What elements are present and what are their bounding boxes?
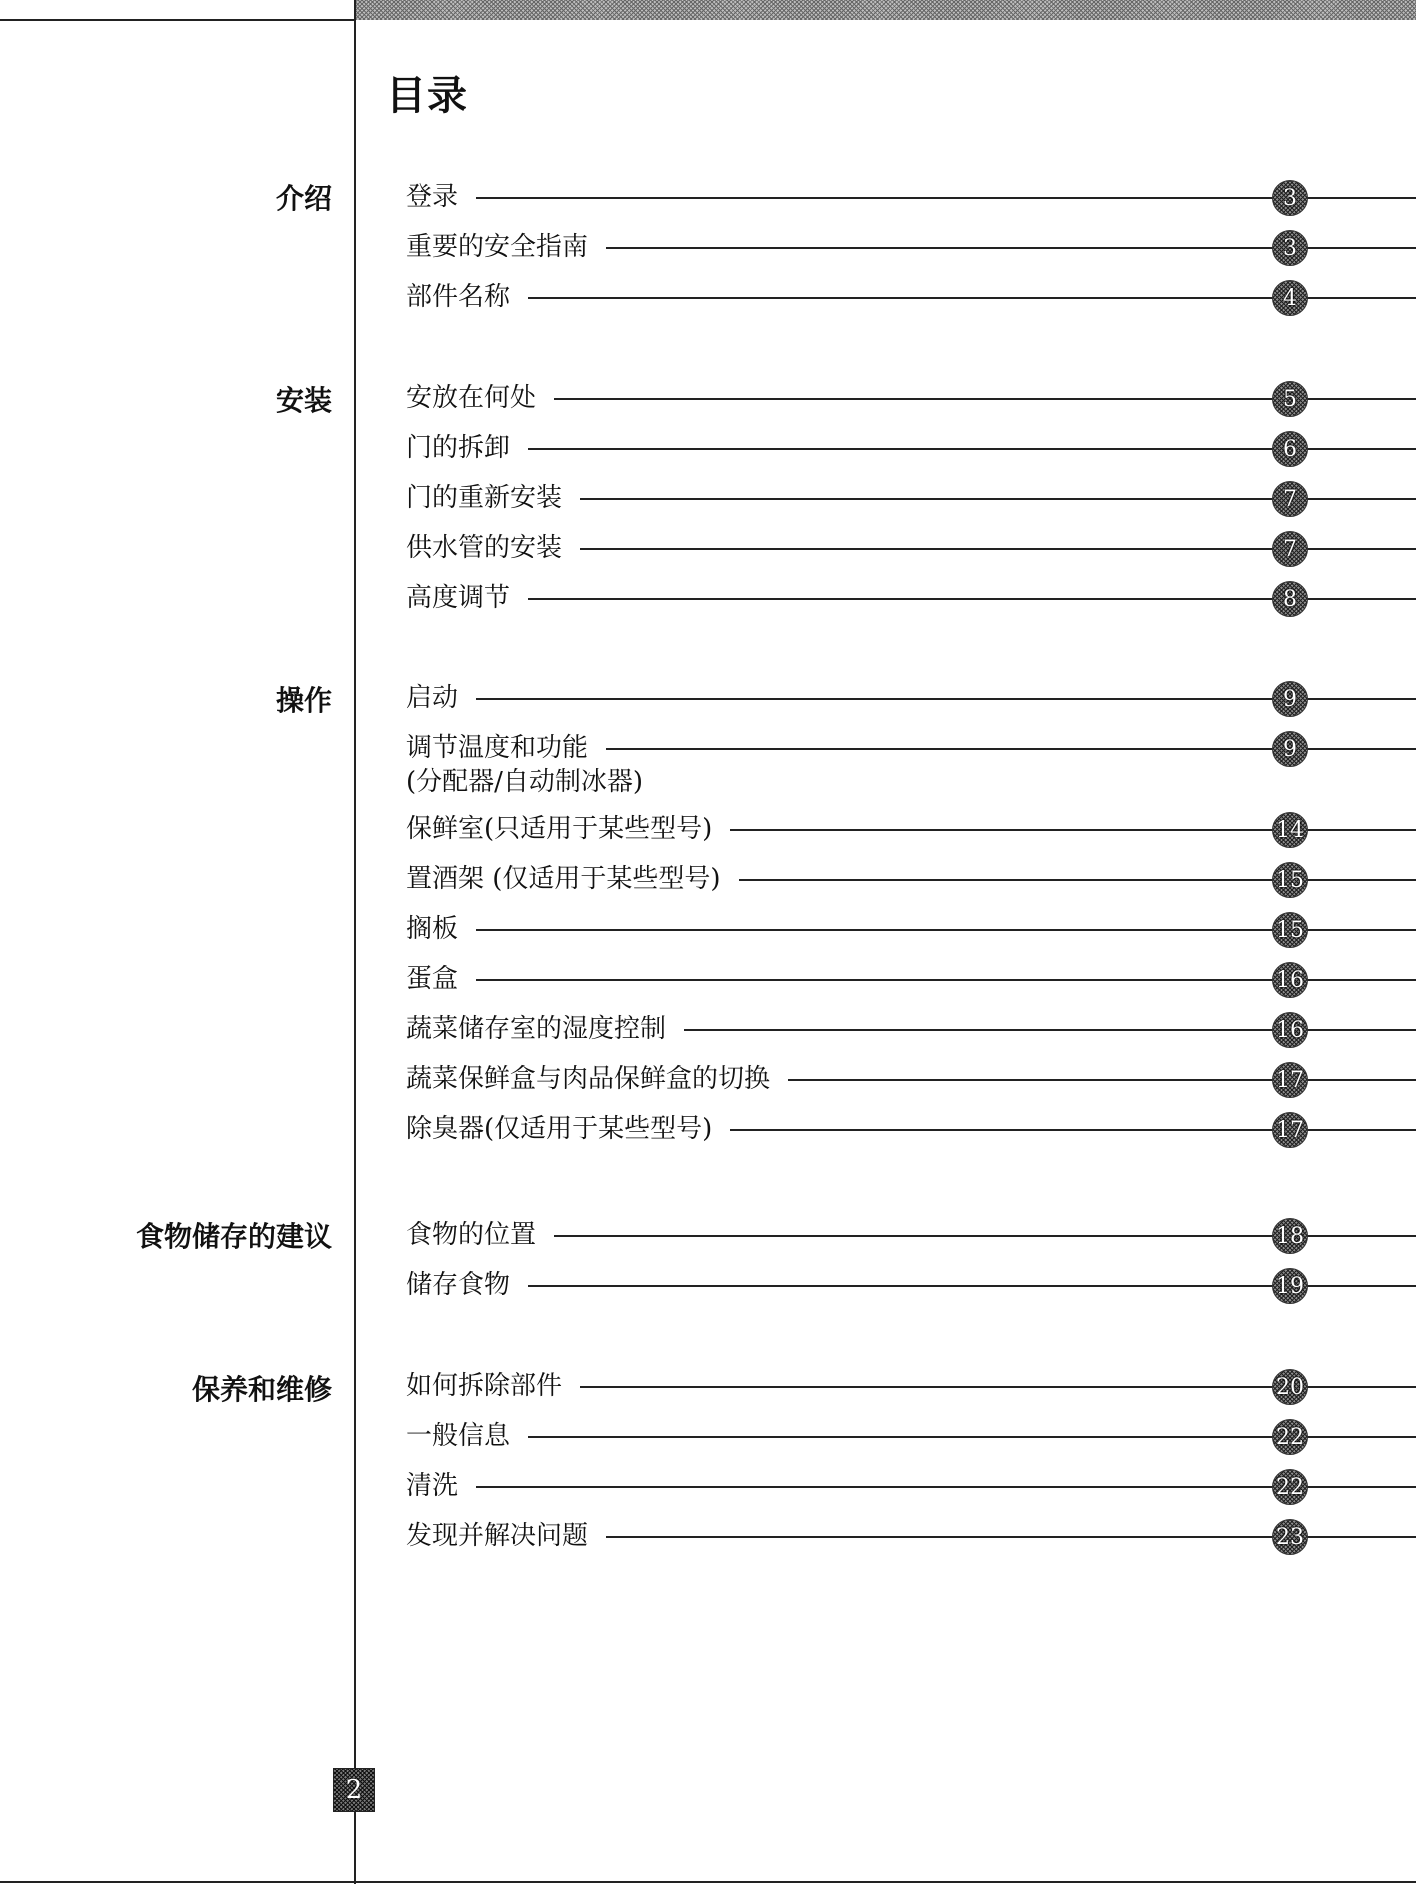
leader-line bbox=[446, 1235, 1416, 1237]
toc-entry-title: 门的重新安装 bbox=[406, 481, 580, 515]
leader-line bbox=[446, 1436, 1416, 1438]
toc-entry-title: 供水管的安装 bbox=[406, 531, 580, 565]
toc-entry[interactable] bbox=[406, 731, 1416, 797]
leader-line bbox=[446, 297, 1416, 299]
page-number-badge: 17 bbox=[1272, 1112, 1308, 1148]
toc-entry-title: 蛋盒 bbox=[406, 962, 476, 996]
toc-entry-title: 搁板 bbox=[406, 912, 476, 946]
section-label-installation: 安装 bbox=[275, 384, 332, 417]
toc-entry-title: 一般信息 bbox=[406, 1419, 528, 1453]
section-label-introduction: 介绍 bbox=[275, 182, 332, 215]
leader-line bbox=[446, 698, 1416, 700]
toc-entry[interactable] bbox=[406, 1012, 1416, 1046]
toc-entry[interactable] bbox=[406, 1469, 1416, 1503]
page-number-badge: 7 bbox=[1272, 531, 1308, 567]
page-number-badge: 9 bbox=[1272, 681, 1308, 717]
leader-line bbox=[446, 398, 1416, 400]
leader-line bbox=[446, 548, 1416, 550]
page-number-badge: 22 bbox=[1272, 1469, 1308, 1505]
toc-entry-title: 蔬菜保鲜盒与肉品保鲜盒的切换 bbox=[406, 1062, 788, 1096]
toc-entry-title: 高度调节 bbox=[406, 581, 528, 615]
top-pattern-band bbox=[356, 0, 1416, 20]
toc-entry[interactable] bbox=[406, 1268, 1416, 1302]
toc-entry[interactable] bbox=[406, 230, 1416, 264]
toc-entry-title: 食物的位置 bbox=[406, 1218, 554, 1252]
toc-entry[interactable] bbox=[406, 431, 1416, 465]
page-number-badge: 7 bbox=[1272, 481, 1308, 517]
toc-entry[interactable] bbox=[406, 1519, 1416, 1553]
toc-entry[interactable] bbox=[406, 912, 1416, 946]
toc-entry-title: 发现并解决问题 bbox=[406, 1519, 606, 1553]
toc-entry[interactable] bbox=[406, 1218, 1416, 1252]
toc-entry[interactable] bbox=[406, 481, 1416, 515]
leader-line bbox=[446, 448, 1416, 450]
toc-entry-title: 蔬菜储存室的湿度控制 bbox=[406, 1012, 684, 1046]
toc-entry-title: 储存食物 bbox=[406, 1268, 528, 1302]
toc-entry-subtitle: (分配器/自动制冰器) bbox=[406, 767, 644, 797]
toc-entry-title: 如何拆除部件 bbox=[406, 1369, 580, 1403]
toc-entry-title: 清洗 bbox=[406, 1469, 476, 1503]
page-number-badge: 23 bbox=[1272, 1519, 1308, 1555]
page-number-badge: 6 bbox=[1272, 431, 1308, 467]
toc-entry-title: 除臭器(仅适用于某些型号) bbox=[406, 1112, 730, 1146]
toc-entry-title: 重要的安全指南 bbox=[406, 230, 606, 264]
section-label-maintenance: 保养和维修 bbox=[191, 1373, 332, 1406]
page-number-badge: 18 bbox=[1272, 1218, 1308, 1254]
page-number-badge: 16 bbox=[1272, 962, 1308, 998]
leader-line bbox=[446, 1386, 1416, 1388]
toc-entry[interactable] bbox=[406, 1419, 1416, 1453]
page-number-badge: 22 bbox=[1272, 1419, 1308, 1455]
page-number-badge: 17 bbox=[1272, 1062, 1308, 1098]
leader-line bbox=[446, 979, 1416, 981]
page-number-badge: 14 bbox=[1272, 812, 1308, 848]
toc-entry-title: 置酒架 (仅适用于某些型号) bbox=[406, 862, 739, 896]
page-number: 2 bbox=[333, 1768, 375, 1812]
toc-entry[interactable] bbox=[406, 681, 1416, 715]
toc-entry[interactable] bbox=[406, 1369, 1416, 1403]
toc-entry[interactable] bbox=[406, 381, 1416, 415]
section-label-operation: 操作 bbox=[275, 684, 332, 717]
bottom-rule bbox=[0, 1881, 1416, 1883]
toc-entry[interactable] bbox=[406, 812, 1416, 846]
toc-entry-title: 门的拆卸 bbox=[406, 431, 528, 465]
page-number-badge: 8 bbox=[1272, 581, 1308, 617]
toc-entry[interactable] bbox=[406, 531, 1416, 565]
page-number-badge: 19 bbox=[1272, 1268, 1308, 1304]
leader-line bbox=[446, 598, 1416, 600]
leader-line bbox=[446, 498, 1416, 500]
page-number-badge: 16 bbox=[1272, 1012, 1308, 1048]
toc-entry-title: 保鲜室(只适用于某些型号) bbox=[406, 812, 730, 846]
page-number-badge: 4 bbox=[1272, 280, 1308, 316]
leader-line bbox=[446, 929, 1416, 931]
toc-entry[interactable] bbox=[406, 862, 1416, 896]
toc-entry[interactable] bbox=[406, 180, 1416, 214]
toc-entry[interactable] bbox=[406, 581, 1416, 615]
toc-entry-title: 部件名称 bbox=[406, 280, 528, 314]
vertical-divider bbox=[354, 0, 356, 1884]
leader-line bbox=[446, 197, 1416, 199]
leader-line bbox=[446, 1285, 1416, 1287]
page-number-badge: 20 bbox=[1272, 1369, 1308, 1405]
section-label-food-storage: 食物储存的建议 bbox=[135, 1220, 332, 1253]
toc-entry-title: 登录 bbox=[406, 180, 476, 214]
toc-entry[interactable] bbox=[406, 1062, 1416, 1096]
toc-entry[interactable] bbox=[406, 280, 1416, 314]
page-number-badge: 3 bbox=[1272, 230, 1308, 266]
toc-entry-title: 调节温度和功能 bbox=[406, 731, 606, 765]
page-number-badge: 5 bbox=[1272, 381, 1308, 417]
page-number-badge: 3 bbox=[1272, 180, 1308, 216]
page-number-badge: 15 bbox=[1272, 912, 1308, 948]
toc-entry[interactable] bbox=[406, 1112, 1416, 1146]
leader-line bbox=[446, 1486, 1416, 1488]
page-number-badge: 15 bbox=[1272, 862, 1308, 898]
page-title: 目录 bbox=[386, 73, 468, 119]
toc-entry[interactable] bbox=[406, 962, 1416, 996]
page-number-badge: 9 bbox=[1272, 731, 1308, 767]
top-rule bbox=[0, 19, 355, 21]
toc-entry-title: 安放在何处 bbox=[406, 381, 554, 415]
toc-entry-title: 启动 bbox=[406, 681, 476, 715]
